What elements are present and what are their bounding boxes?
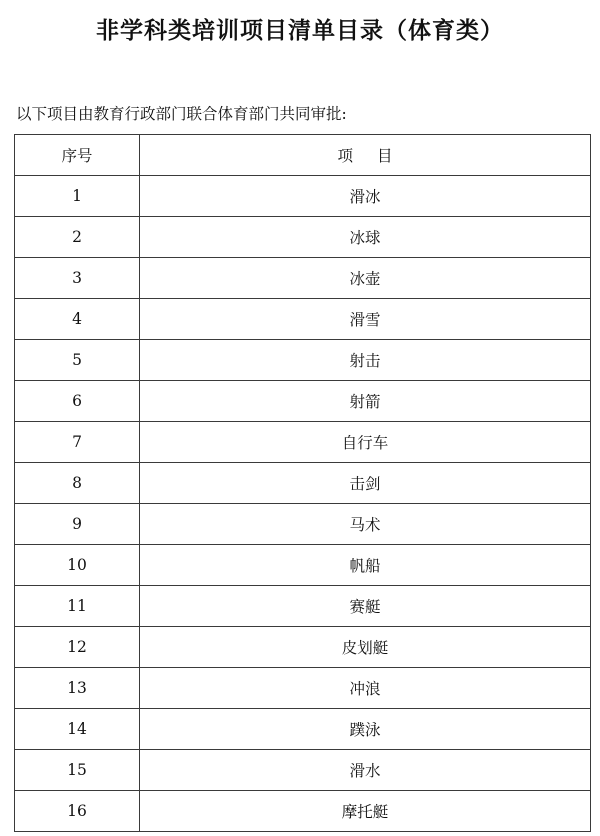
table-row [15, 217, 591, 258]
header-item [140, 135, 591, 176]
table-row [15, 627, 591, 668]
row-number: 16 [15, 791, 140, 832]
row-number: 13 [15, 668, 140, 709]
table-row [15, 586, 591, 627]
row-item: 摩托艇 [140, 791, 591, 832]
header-item-label: 项目 [337, 147, 417, 165]
row-item: 滑雪 [140, 299, 591, 340]
table-row [15, 709, 591, 750]
row-number: 11 [15, 586, 140, 627]
row-number: 7 [15, 422, 140, 463]
row-number: 12 [15, 627, 140, 668]
project-table [14, 134, 591, 832]
table-row [15, 340, 591, 381]
table-row [15, 381, 591, 422]
row-item: 射击 [140, 340, 591, 381]
row-item: 帆船 [140, 545, 591, 586]
row-item: 马术 [140, 504, 591, 545]
table-header-row [15, 135, 591, 176]
table-row [15, 750, 591, 791]
table-row [15, 463, 591, 504]
row-number: 14 [15, 709, 140, 750]
row-item: 皮划艇 [140, 627, 591, 668]
row-number: 4 [15, 299, 140, 340]
row-item: 滑冰 [140, 176, 591, 217]
intro-text: 以下项目由教育行政部门联合体育部门共同审批: [16, 105, 347, 123]
row-item: 蹼泳 [140, 709, 591, 750]
row-item: 冲浪 [140, 668, 591, 709]
row-item: 赛艇 [140, 586, 591, 627]
table-row [15, 176, 591, 217]
row-item: 冰壶 [140, 258, 591, 299]
table-row [15, 668, 591, 709]
row-item: 射箭 [140, 381, 591, 422]
header-number: 序号 [15, 135, 140, 176]
table-header [15, 135, 591, 176]
row-item: 自行车 [140, 422, 591, 463]
row-number: 6 [15, 381, 140, 422]
row-number: 3 [15, 258, 140, 299]
row-number: 9 [15, 504, 140, 545]
table-row [15, 791, 591, 832]
row-number: 1 [15, 176, 140, 217]
table-row [15, 545, 591, 586]
row-item: 击剑 [140, 463, 591, 504]
row-number: 10 [15, 545, 140, 586]
row-number: 5 [15, 340, 140, 381]
page-title: 非学科类培训项目清单目录（体育类） [96, 18, 504, 44]
table-body [15, 176, 591, 832]
table-row [15, 299, 591, 340]
table-row [15, 422, 591, 463]
row-number: 8 [15, 463, 140, 504]
table-row [15, 504, 591, 545]
row-number: 15 [15, 750, 140, 791]
table-row [15, 258, 591, 299]
row-number: 2 [15, 217, 140, 258]
row-item: 滑水 [140, 750, 591, 791]
row-item: 冰球 [140, 217, 591, 258]
